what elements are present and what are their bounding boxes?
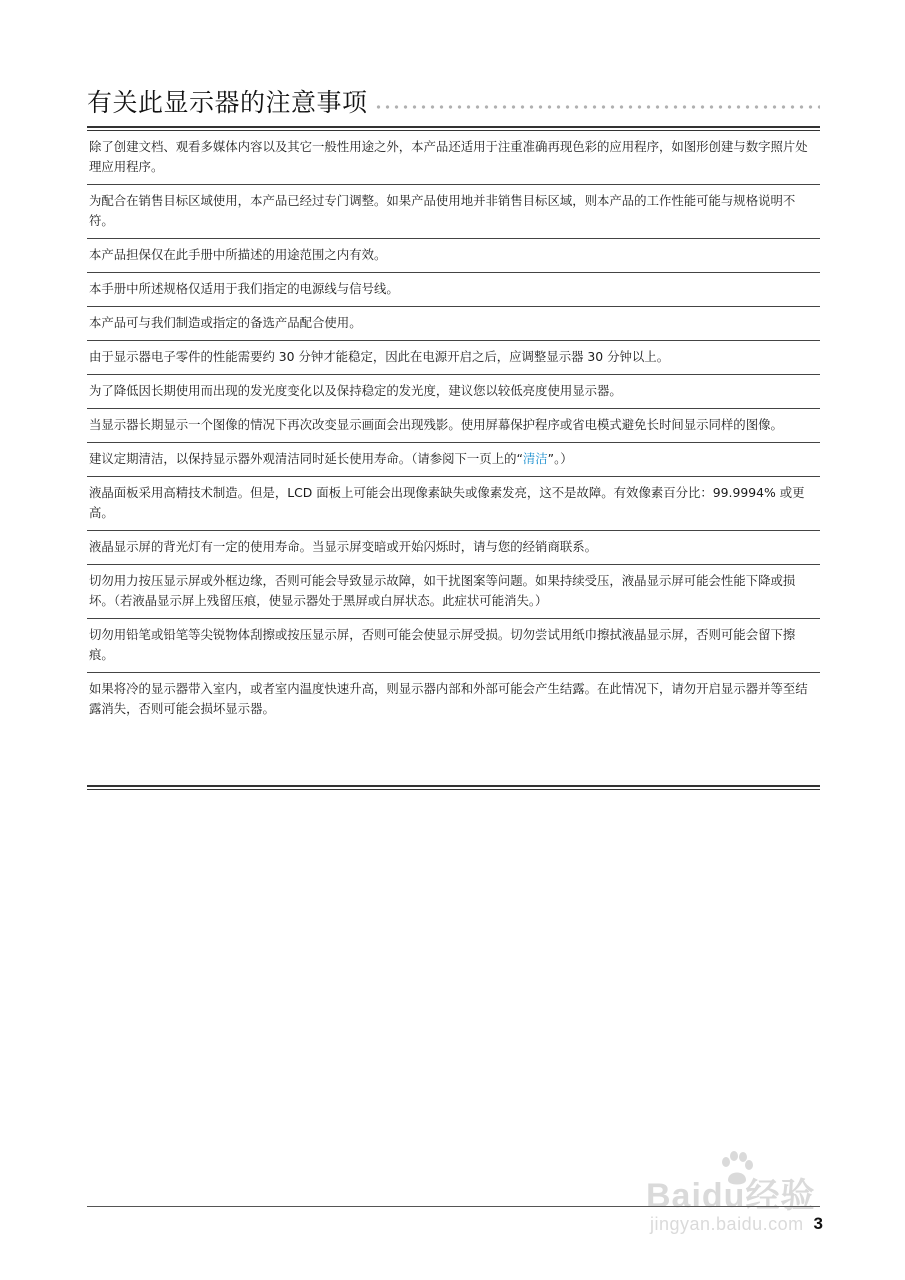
page-title: 有关此显示器的注意事项: [87, 88, 368, 117]
list-item-cleaning: [87, 443, 820, 477]
watermark-brand: Baidu经验: [646, 1177, 816, 1215]
list-item: 本产品担保仅在此手册中所描述的用途范围之内有效。: [87, 239, 820, 273]
list-item: 除了创建文档、观看多媒体内容以及其它一般性用途之外，本产品还适用于注重准确再现色彩的应用程序，如图形创建与数字照片处理应用程序。: [87, 131, 820, 185]
precautions-list: [87, 131, 820, 726]
list-item: 液晶显示屏的背光灯有一定的使用寿命。当显示屏变暗或开始闪烁时，请与您的经销商联系。: [87, 531, 820, 565]
list-item: 为了降低因长期使用而出现的发光度变化以及保持稳定的发光度，建议您以较低亮度使用显示器。: [87, 375, 820, 409]
title-dotted-leader: [374, 104, 820, 110]
watermark-domain: jingyan.baidu.com: [650, 1214, 804, 1234]
list-item: 如果将冷的显示器带入室内，或者室内温度快速升高，则显示器内部和外部可能会产生结露。在此情况下，请勿开启显示器并等至结露消失，否则可能会损坏显示器。: [89, 681, 808, 716]
footer-rule: [87, 1206, 820, 1207]
page-header: [87, 84, 820, 118]
list-item: 切勿用铅笔或铅笔等尖锐物体刮擦或按压显示屏，否则可能会使显示屏受损。切勿尝试用纸巾擦拭液晶显示屏，否则可能会留下擦痕。: [87, 619, 820, 673]
list-item: 由于显示器电子零件的性能需要约 30 分钟才能稳定，因此在电源开启之后，应调整显示器 30 分钟以上。: [87, 341, 820, 375]
list-item: 本手册中所述规格仅适用于我们指定的电源线与信号线。: [87, 273, 820, 307]
list-item: 为配合在销售目标区域使用，本产品已经过专门调整。如果产品使用地并非销售目标区域，则本产品的工作性能可能与规格说明不符。: [87, 185, 820, 239]
list-item: 切勿用力按压显示屏或外框边缘，否则可能会导致显示故障，如干扰图案等问题。如果持续受压，液晶显示屏可能会性能下降或损坏。（若液晶显示屏上残留压痕，使显示器处于黑屏或白屏状态。此症状可能消失。）: [87, 565, 820, 619]
baidu-watermark: [646, 1150, 856, 1240]
page-number: 3: [813, 1214, 823, 1233]
item-text-after: ”。）: [547, 451, 573, 466]
item-text-before: 建议定期清洁，以保持显示器外观清洁同时延长使用寿命。（请参阅下一页上的“: [89, 451, 523, 466]
cleaning-link[interactable]: 清洁: [522, 451, 548, 466]
list-item: 本产品可与我们制造或指定的备选产品配合使用。: [87, 307, 820, 341]
list-item: 液晶面板采用高精技术制造。但是，LCD 面板上可能会出现像素缺失或像素发亮，这不是故障。有效像素百分比：99.9994% 或更高。: [87, 477, 820, 531]
footer-double-rule: [87, 785, 820, 790]
list-item: 当显示器长期显示一个图像的情况下再次改变显示画面会出现残影。使用屏幕保护程序或省电模式避免长时间显示同样的图像。: [87, 409, 820, 443]
